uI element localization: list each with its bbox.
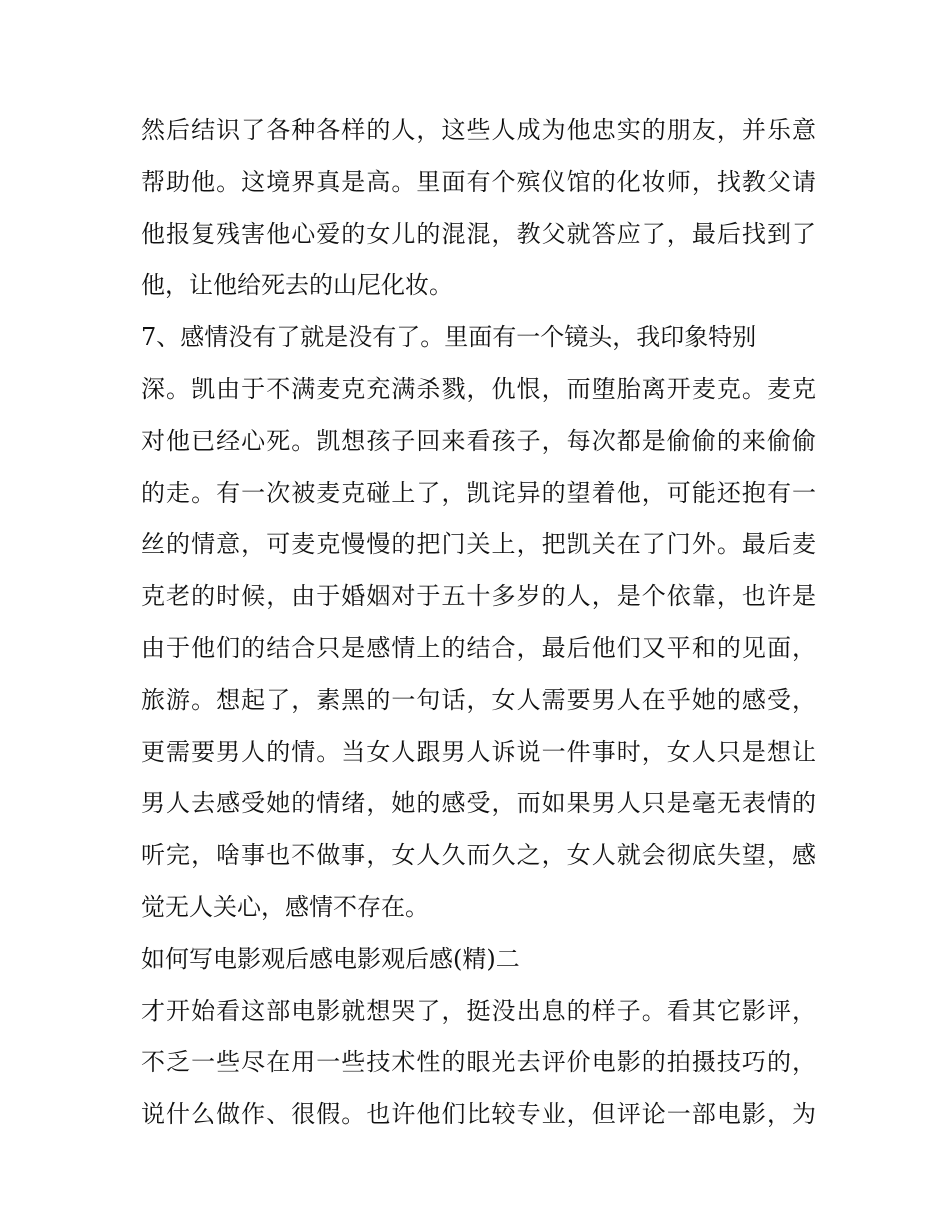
section-title: 如何写电影观后感电影观后感(精)二 — [141, 944, 520, 973]
text-line: 觉无人关心，感情不存在。 — [141, 892, 429, 921]
text-line: 深。凯由于不满麦克充满杀戮，仇恨，而堕胎离开麦克。麦克 — [141, 374, 816, 403]
text-line: 他报复残害他心爱的女儿的混混，教父就答应了，最后找到了 — [141, 219, 816, 248]
text-line: 更需要男人的情。当女人跟男人诉说一件事时，女人只是想让 — [141, 737, 816, 766]
text-line: 对他已经心死。凯想孩子回来看孩子，每次都是偷偷的来偷偷 — [141, 426, 816, 455]
text-line: 说什么做作、很假。也许他们比较专业，但评论一部电影，为 — [141, 1100, 816, 1129]
text-line: 才开始看这部电影就想哭了，挺没出息的样子。看其它影评， — [141, 996, 816, 1025]
text-line: 克老的时候，由于婚姻对于五十多岁的人，是个依靠，也许是 — [141, 582, 816, 611]
text-line: 他，让他给死去的山尼化妆。 — [141, 271, 453, 300]
text-line: 由于他们的结合只是感情上的结合，最后他们又平和的见面， — [141, 633, 816, 662]
text-line: 的走。有一次被麦克碰上了，凯诧异的望着他，可能还抱有一 — [141, 478, 816, 507]
text-line: 帮助他。这境界真是高。里面有个殡仪馆的化妆师，找教父请 — [141, 167, 816, 196]
text-line: 然后结识了各种各样的人，这些人成为他忠实的朋友，并乐意 — [141, 116, 816, 144]
text-line: 不乏一些尽在用一些技术性的眼光去评价电影的拍摄技巧的， — [141, 1048, 816, 1077]
body-text — [141, 110, 816, 1146]
section-heading-7: 7、感情没有了就是没有了。里面有一个镜头，我印象特别 — [141, 323, 757, 352]
text-line: 旅游。想起了，素黑的一句话，女人需要男人在乎她的感受， — [141, 685, 816, 714]
text-line: 男人去感受她的情绪，她的感受，而如果男人只是毫无表情的 — [141, 789, 816, 818]
text-line: 丝的情意，可麦克慢慢的把门关上，把凯关在了门外。最后麦 — [141, 530, 816, 559]
text-line: 听完，啥事也不做事，女人久而久之，女人就会彻底失望，感 — [141, 841, 816, 870]
